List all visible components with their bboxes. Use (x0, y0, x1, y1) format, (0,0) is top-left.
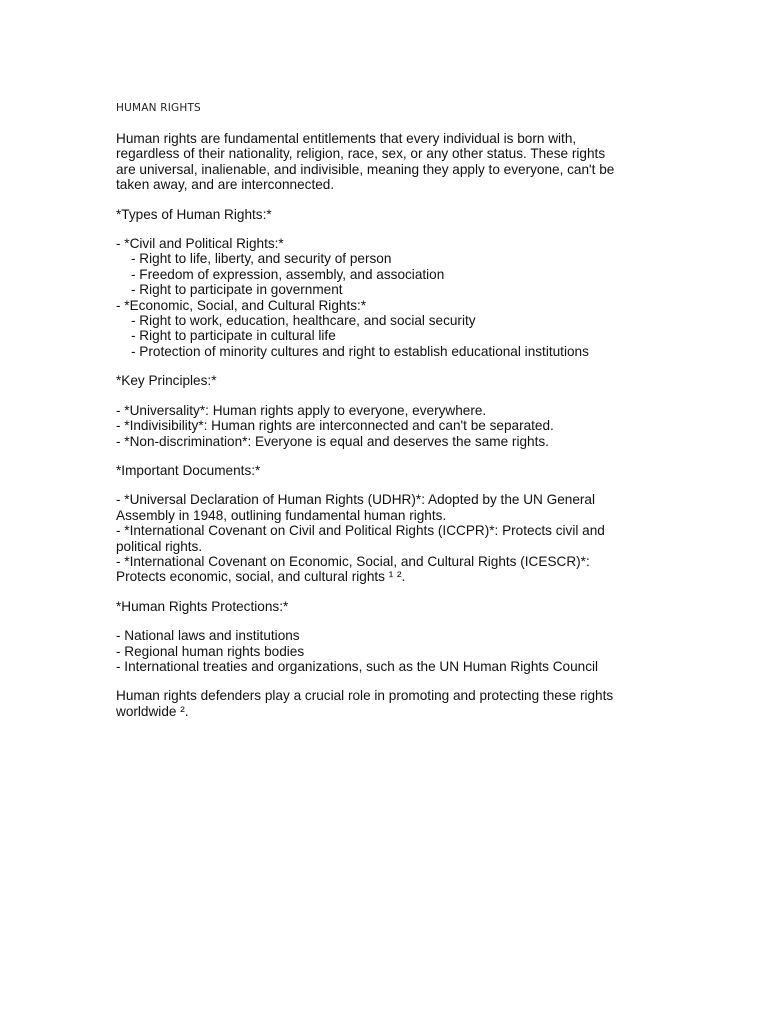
section-title-protections: *Human Rights Protections:* (116, 598, 289, 614)
list-item: - *Universal Declaration of Human Rights (UDHR)*: Adopted by the UN General (116, 492, 596, 508)
list-item: - Regional human rights bodies (116, 643, 305, 659)
paragraph-gap (116, 389, 656, 403)
list-item: - Right to participate in cultural life (131, 328, 336, 344)
closing-line: Human rights defenders play a crucial role in promoting and protecting these rights (116, 688, 614, 704)
section-title-principles: *Key Principles:* (116, 373, 217, 389)
types-list (116, 236, 656, 359)
paragraph-gap (116, 614, 656, 628)
document-heading: HUMAN RIGHTS (116, 102, 201, 114)
list-item-civil-heading: - *Civil and Political Rights:* (116, 236, 284, 252)
intro-line: are universal, inalienable, and indivisible, meaning they apply to everyone, can't be (116, 161, 615, 177)
list-item: - *Universality*: Human rights apply to everyone, everywhere. (116, 402, 487, 418)
list-item: - *Indivisibility*: Human rights are interconnected and can't be separated. (116, 418, 554, 434)
list-item: - *International Covenant on Economic, Social, and Cultural Rights (ICESCR)*: (116, 553, 590, 569)
protections-list (116, 628, 656, 674)
paragraph-gap (116, 359, 656, 373)
document-body (116, 131, 656, 719)
section-title-documents: *Important Documents:* (116, 462, 261, 478)
section-title-types: *Types of Human Rights:* (116, 206, 272, 222)
intro-paragraph (116, 131, 656, 193)
paragraph-gap (116, 674, 656, 688)
intro-line: taken away, and are interconnected. (116, 177, 335, 193)
paragraph-gap (116, 449, 656, 463)
intro-line: regardless of their nationality, religion, race, sex, or any other status. These rights (116, 146, 606, 162)
list-item: - Protection of minority cultures and right to establish educational institutions (131, 343, 589, 359)
paragraph-gap (116, 222, 656, 236)
list-item: - National laws and institutions (116, 628, 300, 644)
list-item: - Right to participate in government (131, 282, 343, 298)
documents-list (116, 492, 656, 584)
list-item: - Freedom of expression, assembly, and association (131, 266, 445, 282)
paragraph-gap (116, 193, 656, 207)
list-item: - International treaties and organizations, such as the UN Human Rights Council (116, 658, 599, 674)
principles-list (116, 403, 656, 449)
list-item: Protects economic, social, and cultural rights ¹ ². (116, 569, 406, 585)
closing-paragraph (116, 688, 656, 719)
list-item: - Right to work, education, healthcare, and social security (131, 313, 476, 329)
paragraph-gap (116, 585, 656, 599)
list-item: political rights. (116, 538, 203, 554)
paragraph-gap (116, 478, 656, 492)
list-item: - *International Covenant on Civil and Political Rights (ICCPR)*: Protects civil and (116, 523, 605, 539)
closing-line: worldwide ². (116, 703, 189, 719)
intro-line: Human rights are fundamental entitlements that every individual is born with, (116, 131, 577, 146)
list-item: - Right to life, liberty, and security of person (131, 251, 392, 267)
list-item-econ-heading: - *Economic, Social, and Cultural Rights:* (116, 297, 367, 313)
list-item: Assembly in 1948, outlining fundamental human rights. (116, 507, 447, 523)
list-item: - *Non-discrimination*: Everyone is equal and deserves the same rights. (116, 433, 549, 449)
